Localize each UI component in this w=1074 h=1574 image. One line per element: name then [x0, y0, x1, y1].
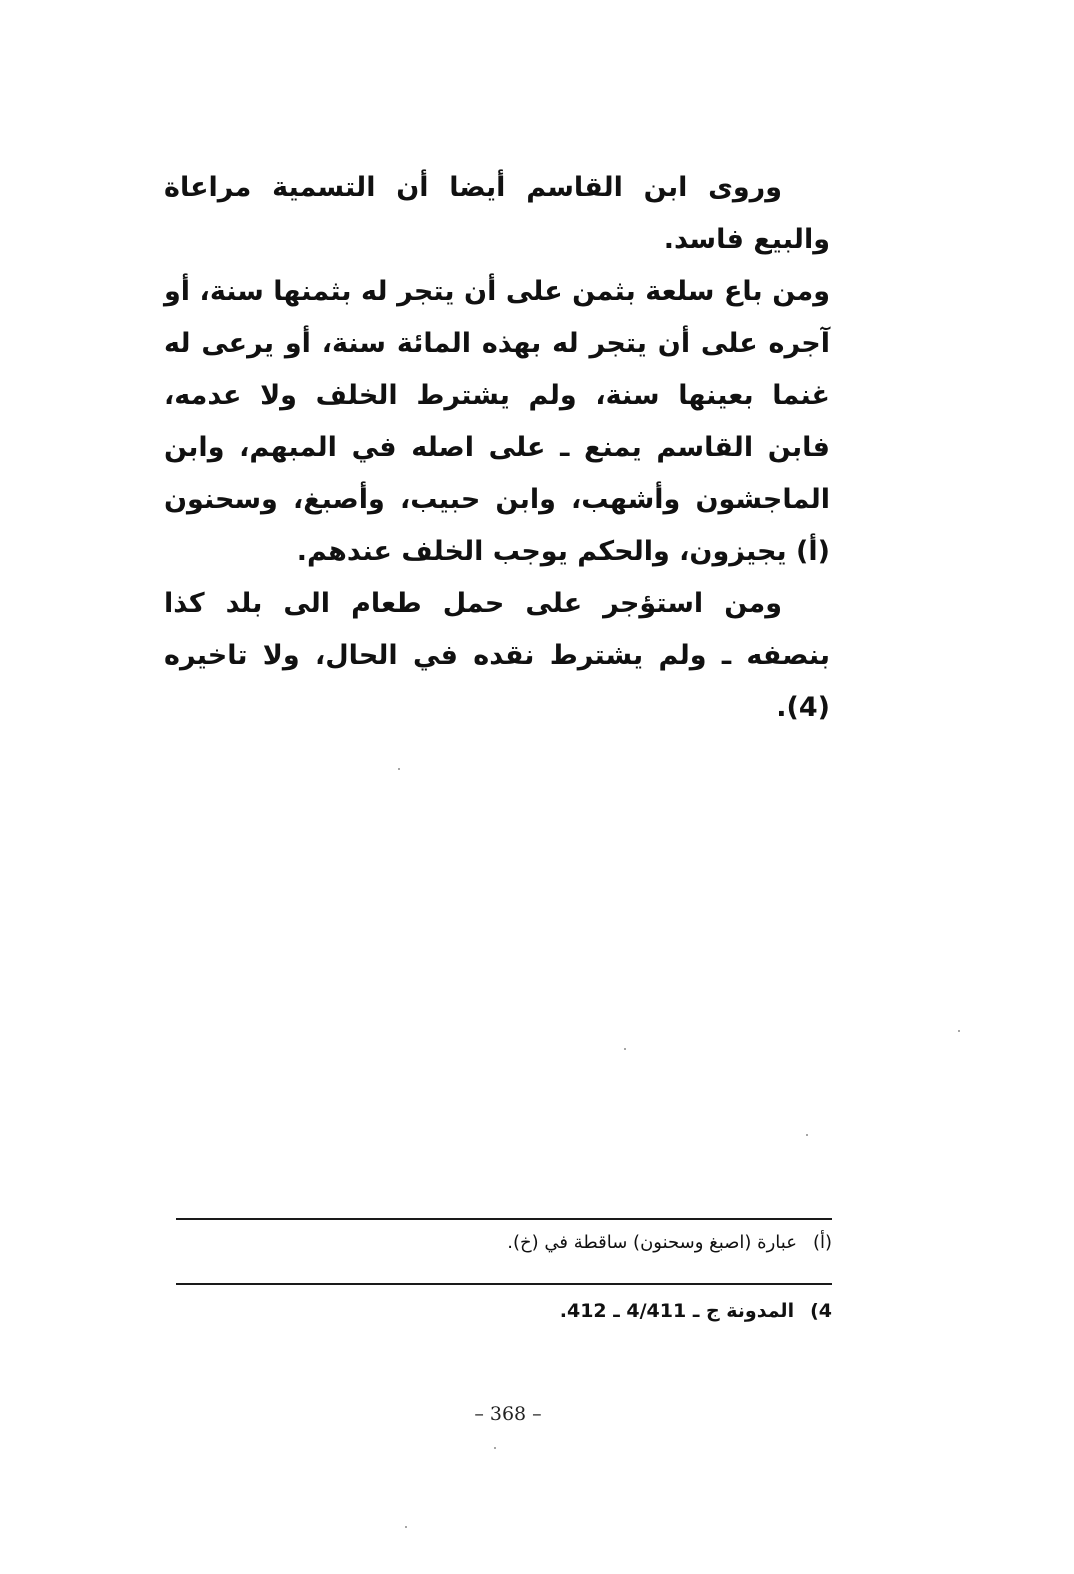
footnote-4-marker: 4) [810, 1300, 832, 1322]
paragraph-2: ومن باع سلعة بثمن على أن يتجر له بثمنها سنة، أو آجره على أن يتجر له بهذه المائة سنة، أو يرعى له غنما بعينها سنة، ولم يشترط الخلف ولا عدمه، فابن القاسم يمنع ـ على اصله في المبهم، وابن الماجشون وأشهب، وابن حبيب، وأصبغ، وسحنون (أ) يجيزون، والحكم يوجب الخلف عندهم. [164, 276, 830, 567]
scan-speck [958, 1030, 960, 1032]
footnote-a-text: عبارة (اصبغ وسحنون) ساقطة في (خ). [507, 1232, 797, 1253]
paragraph-3: ومن استؤجر على حمل طعام الى بلد كذا بنصفه ـ ولم يشترط نقده في الحال، ولا تاخيره (4). [164, 588, 830, 723]
scan-speck [405, 1526, 407, 1528]
scan-speck [624, 1048, 626, 1050]
footnote-4-text: المدونة ج ـ 4/411 ـ 412. [559, 1300, 795, 1322]
footnote-4 [192, 1300, 832, 1322]
page-number: – 368 – [474, 1403, 542, 1425]
footnote-a [192, 1232, 832, 1253]
main-text [164, 162, 830, 734]
paragraph-1: وروى ابن القاسم أيضا أن التسمية مراعاة والبيع فاسد. [164, 172, 830, 255]
scan-speck [398, 768, 400, 770]
scan-speck [494, 1447, 496, 1449]
footnote-a-marker: (أ) [812, 1232, 832, 1253]
footnote-separator-top [176, 1218, 832, 1220]
scan-speck [806, 1134, 808, 1136]
footnote-separator-bottom [176, 1283, 832, 1285]
